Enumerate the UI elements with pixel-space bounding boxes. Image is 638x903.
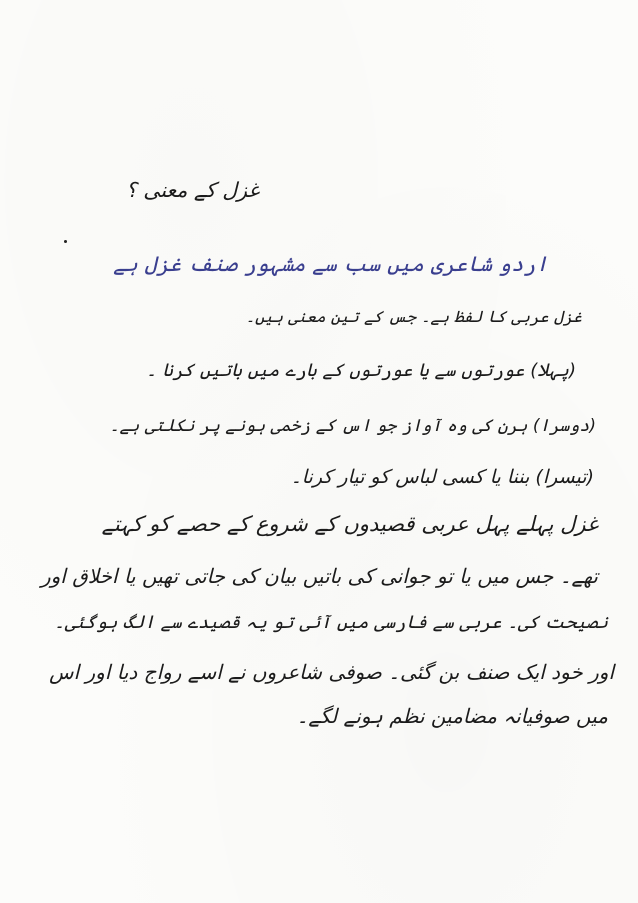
text-line-10: میں صوفیانہ مضامین نظم ہونے لگے۔: [296, 704, 608, 728]
text-line-8: نصیحت کی۔ عربی سے فارسی میں آئی تو یہ قصیدے سے الگ ہوگئی۔: [54, 612, 608, 633]
text-line-7: تھے۔ جس میں یا تو جوانی کی باتیں بیان کی جاتی تھیں یا اخلاق اور: [40, 564, 598, 588]
text-line-9: اور خود ایک صنف بن گئی۔ صوفی شاعروں نے اسے رواج دیا اور اس: [49, 660, 614, 684]
text-line-2: غزل عربی کا لفظ ہے۔ جس کے تین معنی ہیں۔: [245, 307, 582, 326]
page-heading: غزل کے معنی ؟: [125, 178, 260, 202]
text-line-6: غزل پہلے پہل عربی قصیدوں کے شروع کے حصے کو کہتے: [101, 512, 598, 536]
text-line-5: (تیسرا) بننا یا کسی لباس کو تیار کرنا۔: [290, 466, 594, 488]
text-line-1: اردو شاعری میں سب سے مشہور صنف غزل ہے: [113, 252, 548, 276]
text-line-4: (دوسرا) ہرن کی وہ آواز جو اس کے زخمی ہونے پر نکلتی ہے۔: [109, 416, 596, 436]
text-line-3: (پہلا) عورتوں سے یا عورتوں کے بارے میں باتیں کرنا ۔: [146, 360, 576, 381]
ink-dot: [64, 240, 67, 243]
